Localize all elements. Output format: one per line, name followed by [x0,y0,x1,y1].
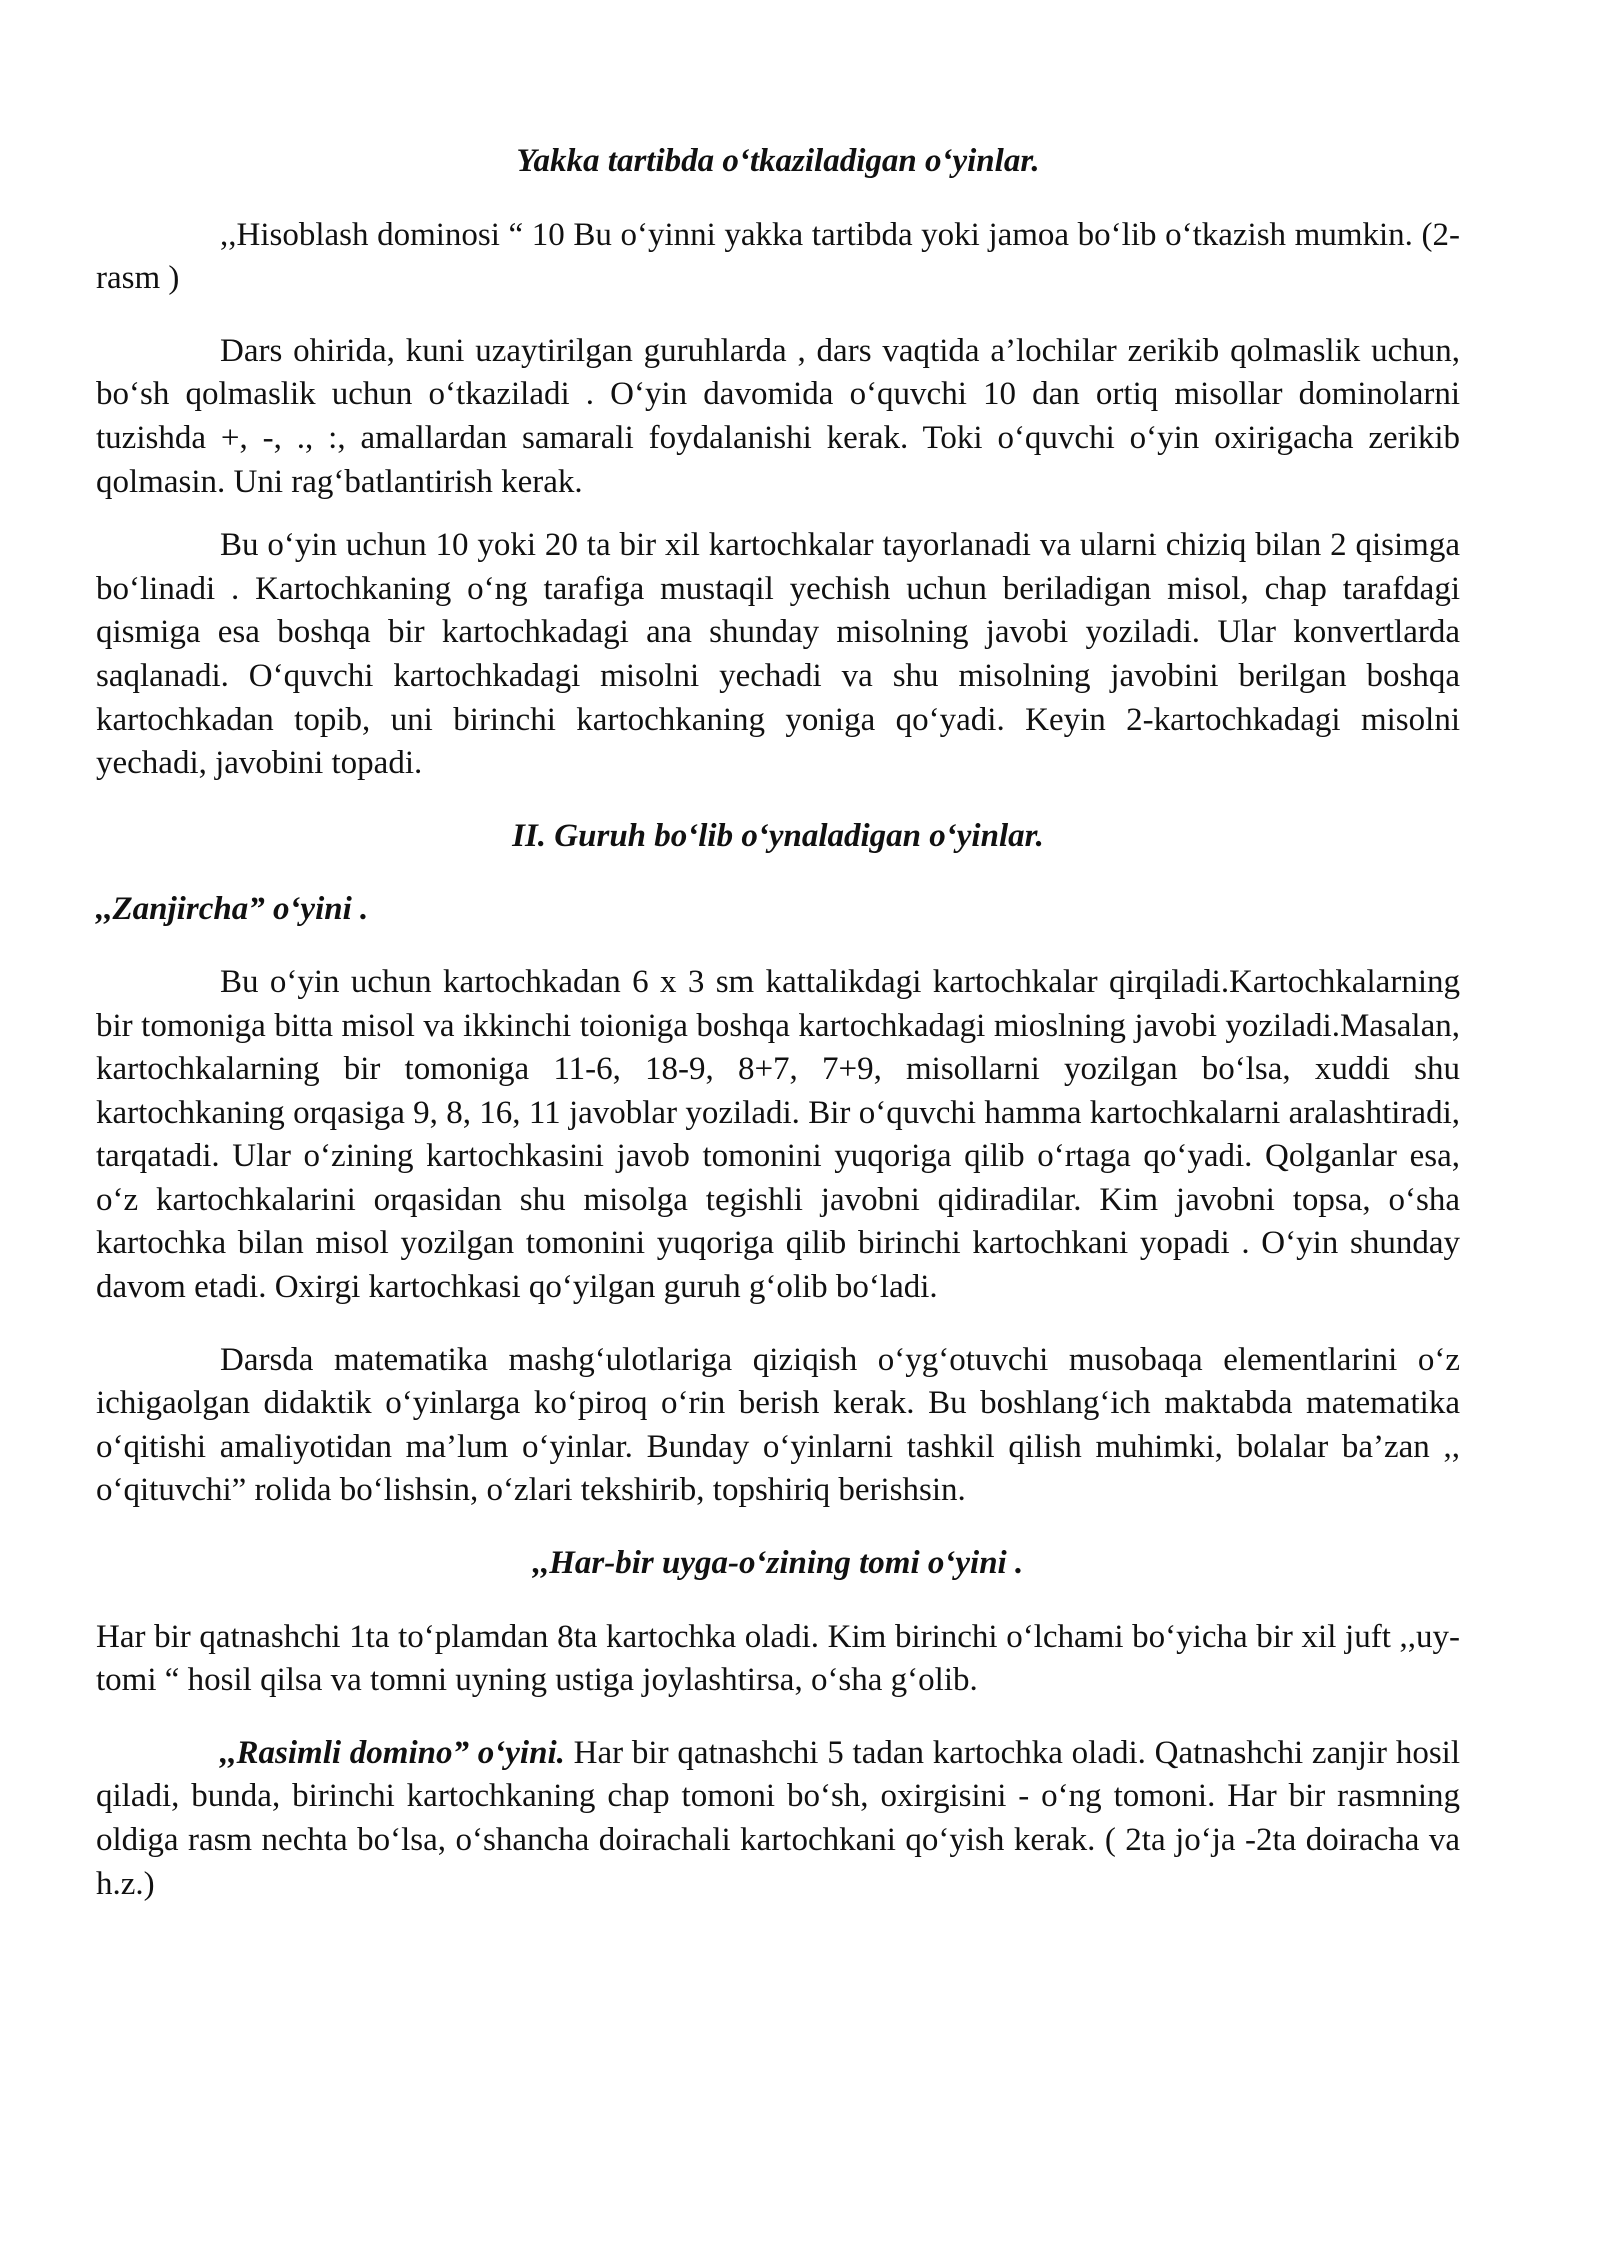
heading-individual-games: Yakka tartibda o‘tkaziladigan o‘yinlar. [516,143,1040,179]
heading-group-games: II. Guruh bo‘lib o‘ynaladigan o‘yinlar. [512,817,1044,854]
heading-har-bir-uyga: ,,Har-bir uyga-o‘zining tomi o‘yini . [532,1545,1024,1582]
heading-zanjircha: ,,Zanjircha” o‘yini . [96,891,369,928]
paragraph-bu-oyin: Bu o‘yin uchun 10 yoki 20 ta bir xil kartochkalar tayorlanadi va ularni chiziq bilan 2 qisimga bo‘linadi . Kartochkaning o‘ng tarafiga mustaqil yechish uchun beriladigan misol, chap tarafdagi qismiga esa boshqa bir kartochkadagi ana shunday misolning javobi yoziladi. Ular konvertlarda saqlanadi. O‘quvchi kartochkadagi misolni yechadi va shu misolning javobini berilgan boshqa kartochkadan topib, uni birinchi kartochkaning yoniga qo‘yadi. Keyin 2-kartochkadagi misolni yechadi, javobini topadi. [96,527,1460,782]
document-page [96,140,1460,1906]
rasmli-domino-title: ,,Rasimli domino” o‘yini. [220,1734,565,1771]
paragraph-rasmli-domino [96,1732,1460,1906]
rasmli-domino-text: Har bir qatnashchi 5 tadan kartochka oladi. Qatnashchi zanjir hosil qiladi, bunda, birinchi kartochkaning chap tomoni bo‘sh, oxirgisini - o‘ng tomoni. Har bir rasmning oldiga rasm nechta bo‘lsa, o‘shancha doirachali kartochkani qo‘yish kerak. ( 2ta jo‘ja -2ta doiracha va h.z.) [96,1734,1461,1902]
paragraph-hisoblash-dominosi: ,,Hisoblash dominosi “ 10 Bu o‘yinni yakka tartibda yoki jamoa bo‘lib o‘tkazish mumkin. (2- rasm ) [96,216,1460,297]
paragraph-har-bir: Har bir qatnashchi 1ta to‘plamdan 8ta kartochka oladi. Kim birinchi o‘lchami bo‘yicha bir xil juft ,,uy-tomi “ hosil qilsa va tomni uyning ustiga joylashtirsa, o‘sha g‘olib. [96,1618,1460,1699]
paragraph-zanjircha: Bu o‘yin uchun kartochkadan 6 x 3 sm kattalikdagi kartochkalar qirqiladi.Kartochkalarning bir tomoniga bitta misol va ikkinchi toioniga boshqa kartochkadagi mioslning javobi yoziladi.Masalan, kartochkalarning bir tomoniga 11-6, 18-9, 8+7, 7+9, misollarni yozilgan bo‘lsa, xuddi shu kartochkaning orqasiga 9, 8, 16, 11 javoblar yoziladi. Bir o‘quvchi hamma kartochkalarni aralashtiradi, tarqatadi. Ular o‘zining kartochkasini javob tomonini yuqoriga qilib o‘rtaga qo‘yadi. Qolganlar esa, o‘z kartochkalarini orqasidan shu misolga tegishli javobni qidiradilar. Kim javobni topsa, o‘sha kartochka bilan misol yozilgan tomonini yuqoriga qilib birinchi kartochkani yopadi . O‘yin shunday davom etadi. Oxirgi kartochkasi qo‘yilgan guruh g‘olib bo‘ladi. [96,963,1460,1306]
paragraph-dars-ohirida: Dars ohirida, kuni uzaytirilgan guruhlarda , dars vaqtida a’lochilar zerikib qolmaslik uchun, bo‘sh qolmaslik uchun o‘tkaziladi . O‘yin davomida o‘quvchi 10 dan ortiq misollar dominolarni tuzishda +, -, ., :, amallardan samarali foydalanishi kerak. Toki o‘quvchi o‘yin oxirigacha zerikib qolmasin. Uni rag‘batlantirish kerak. [96,332,1460,500]
paragraph-darsda: Darsda matematika mashg‘ulotlariga qiziqish o‘yg‘otuvchi musobaqa elementlarini o‘z ichigaolgan didaktik o‘yinlarga ko‘piroq o‘rin berish kerak. Bu boshlang‘ich maktabda matematika o‘qitishi amaliyotidan ma’lum o‘yinlar. Bunday o‘yinlarni tashkil qilish muhimki, bolalar ba’zan ,, o‘qituvchi” rolida bo‘lishsin, o‘zlari tekshirib, topshiriq berishsin. [96,1341,1460,1509]
